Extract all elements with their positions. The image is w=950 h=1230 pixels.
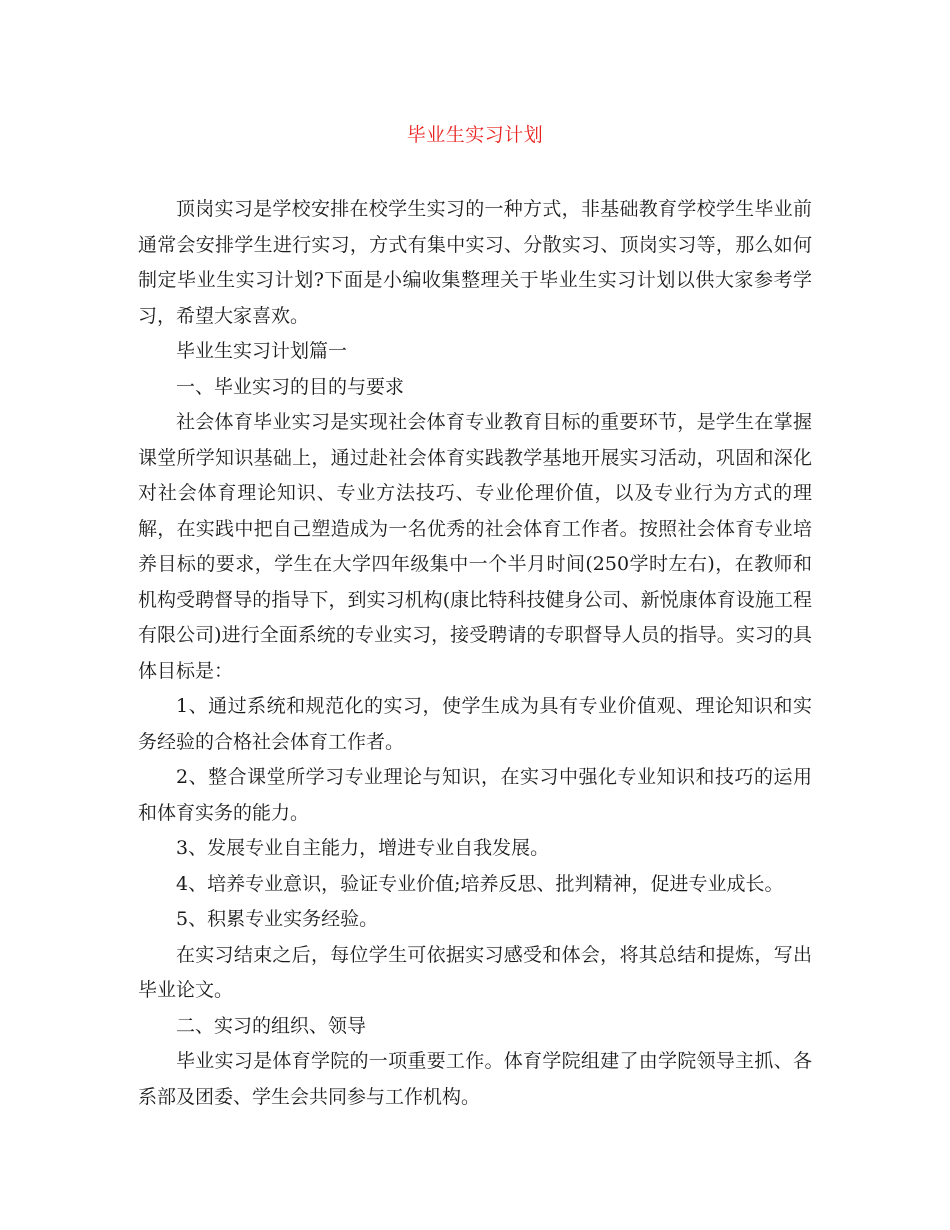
paragraph-conclusion: 在实习结束之后，每位学生可依据实习感受和体会，将其总结和提炼，写出毕业论文。	[138, 943, 812, 1001]
paragraph-goal-3: 3、发展专业自主能力，增进专业自我发展。	[176, 837, 550, 859]
document-title: 毕业生实习计划	[406, 124, 544, 146]
paragraph-goal-1: 1、通过系统和规范化的实习，使学生成为具有专业价值观、理论知识和实务经验的合格社会体育工作者。	[138, 695, 812, 753]
document-body	[138, 192, 812, 1115]
paragraph-goal-4: 4、培养专业意识，验证专业价值;培养反思、批判精神，促进专业成长。	[176, 872, 784, 895]
paragraph-goal-2: 2、整合课堂所学习专业理论与知识，在实习中强化专业知识和技巧的运用和体育实务的能力。	[138, 766, 812, 824]
paragraph-heading-1: 一、毕业实习的目的与要求	[176, 375, 405, 398]
paragraph-heading-2: 二、实习的组织、领导	[176, 1014, 367, 1037]
paragraph-organization: 毕业实习是体育学院的一项重要工作。体育学院组建了由学院领导主抓、各系部及团委、学生会共同参与工作机构。	[138, 1050, 812, 1108]
paragraph-intro: 顶岗实习是学校安排在校学生实习的一种方式，非基础教育学校学生毕业前通常会安排学生进行实习，方式有集中实习、分散实习、顶岗实习等，那么如何制定毕业生实习计划?下面是小编收集整理关于毕业生实习计划以供大家参考学习，希望大家喜欢。	[138, 198, 812, 327]
paragraph-section-heading: 毕业生实习计划篇一	[176, 340, 348, 362]
paragraph-goal-5: 5、积累专业实务经验。	[176, 908, 379, 930]
paragraph-purpose: 社会体育毕业实习是实现社会体育专业教育目标的重要环节，是学生在掌握课堂所学知识基础上，通过赴社会体育实践教学基地开展实习活动，巩固和深化对社会体育理论知识、专业方法技巧、专业伦理价值，以及专业行为方式的理解，在实践中把自己塑造成为一名优秀的社会体育工作者。按照社会体育专业培养目标的要求，学生在大学四年级集中一个半月时间(250学时左右)，在教师和机构受聘督导的指导下，到实习机构(康比特科技健身公司、新悦康体育设施工程有限公司)进行全面系统的专业实习，接受聘请的专职督导人员的指导。实习的具体目标是：	[138, 411, 812, 682]
